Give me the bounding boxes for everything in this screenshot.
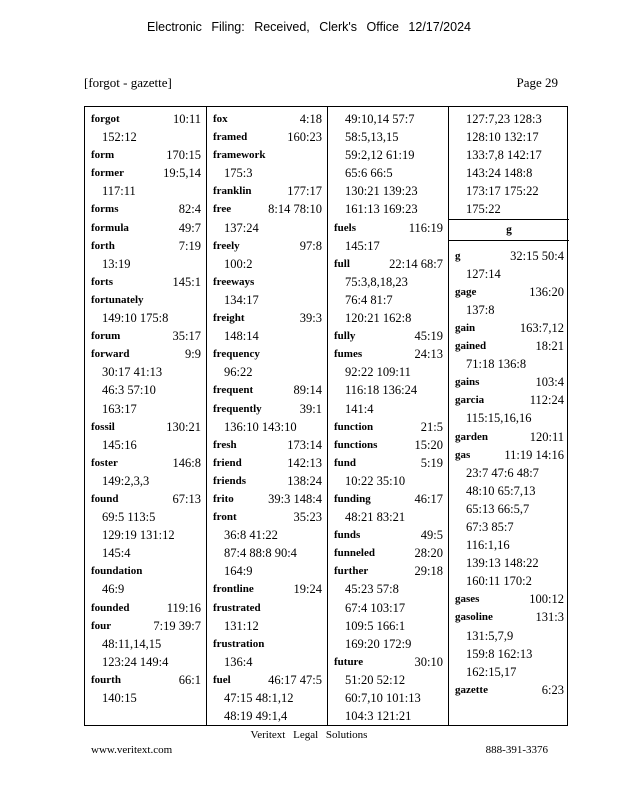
page-line-refs-continued: 48:19 49:1,4 (224, 709, 288, 724)
page-line-refs-continued: 30:17 41:13 (102, 365, 163, 380)
page-line-refs-continued: 47:15 48:1,12 (224, 691, 294, 705)
index-entry (455, 681, 564, 699)
page-line-refs: 4:18 (299, 112, 322, 126)
page-line-refs-continued: 137:24 (224, 220, 259, 235)
index-term: future (334, 655, 364, 668)
page-line-refs: 28:20 (414, 546, 443, 561)
page-line-refs: 145:1 (172, 274, 201, 289)
index-term: gazette (455, 683, 488, 696)
index-entry (455, 247, 564, 265)
index-term: form (91, 149, 115, 162)
index-term: franklin (213, 185, 252, 198)
index-entry (213, 400, 322, 418)
index-entry (334, 327, 443, 345)
page-line-refs: 112:24 (529, 393, 564, 408)
index-entry (213, 237, 322, 255)
page-line-refs-continued: 65:13 66:5,7 (466, 501, 530, 516)
index-entry (334, 418, 443, 436)
index-term: freight (213, 312, 245, 325)
section-letter-heading: g (449, 219, 569, 241)
index-term: framework (213, 149, 266, 162)
index-term: fumes (334, 348, 363, 361)
page-line-refs: 9:9 (185, 347, 201, 362)
index-entry (334, 454, 443, 472)
page-line-refs: 22:14 68:7 (389, 256, 443, 271)
index-entry (213, 599, 322, 617)
page-line-refs-continued: 140:15 (102, 691, 137, 705)
page-line-refs-continued: 96:22 (224, 365, 253, 380)
page-line-refs-continued: 46:3 57:10 (102, 383, 156, 398)
index-term: funneled (334, 547, 375, 560)
index-term: forth (91, 239, 115, 252)
index-term: fourth (91, 673, 121, 686)
index-term: forward (91, 348, 130, 361)
page-line-refs-continued: 131:5,7,9 (466, 628, 514, 643)
page-line-refs-continued: 145:16 (102, 437, 137, 452)
page-number: Page 29 (516, 75, 558, 90)
filing-banner: Electronic Filing: Received, Clerk's Office 12/17/2024 (147, 20, 471, 34)
page-line-refs: 32:15 50:4 (510, 248, 564, 263)
index-term: fresh (213, 438, 237, 451)
page-line-refs: 39:3 (299, 311, 322, 326)
index-entry (91, 490, 201, 508)
index-term: freely (213, 239, 240, 252)
index-entry (334, 219, 443, 237)
page-line-refs-continued: 46:9 (102, 582, 125, 597)
index-entry (213, 146, 322, 164)
page-line-refs-continued: 58:5,13,15 (345, 130, 399, 145)
page-line-refs: 138:24 (287, 473, 322, 488)
page-line-refs-continued: 87:4 88:8 90:4 (224, 546, 297, 561)
index-entry (334, 490, 443, 508)
page-line-refs: 120:11 (529, 429, 564, 444)
index-entry (213, 345, 322, 363)
index-term: funds (334, 529, 361, 542)
index-entry (91, 291, 201, 309)
page-line-refs: 177:17 (287, 184, 322, 199)
page-line-refs: 100:12 (529, 592, 564, 607)
page-line-refs-continued: 141:4 (345, 401, 374, 416)
index-entry (334, 255, 443, 273)
page-line-refs-continued: 133:7,8 142:17 (466, 148, 542, 163)
index-term: functions (334, 438, 378, 451)
page-line-refs: 19:24 (293, 582, 322, 597)
page-line-refs-continued: 71:18 136:8 (466, 357, 527, 372)
index-term: fuels (334, 221, 356, 234)
index-term: freeways (213, 275, 255, 288)
page-line-refs: 21:5 (420, 419, 443, 434)
index-term: forgot (91, 113, 120, 125)
page-line-refs-continued: 92:22 109:11 (345, 365, 411, 380)
index-term: fox (213, 113, 228, 125)
page-line-refs-continued: 45:23 57:8 (345, 582, 399, 597)
index-entry (455, 428, 564, 446)
page-line-refs: 19:5,14 (163, 166, 201, 181)
page-line-refs: 11:19 14:16 (504, 447, 564, 462)
footer-firm: Veritext Legal Solutions (250, 729, 368, 741)
page-line-refs-continued: 175:22 (466, 202, 501, 217)
page-line-refs-continued: 145:17 (345, 238, 380, 253)
index-entry (213, 436, 322, 454)
page-line-refs-continued: 149:10 175:8 (102, 311, 169, 326)
index-entry (334, 562, 443, 580)
page-line-refs: 49:5 (420, 528, 443, 543)
page-line-refs-continued: 36:8 41:22 (224, 528, 278, 543)
page-line-refs-continued: 104:3 121:21 (345, 709, 412, 724)
page-line-refs: 24:13 (414, 347, 443, 362)
index-entry (213, 182, 322, 200)
page-line-refs: 10:11 (172, 112, 201, 126)
page-line-refs-continued: 136:10 143:10 (224, 419, 297, 434)
index-entry (213, 508, 322, 526)
index-entry (213, 472, 322, 490)
index-term: further (334, 565, 369, 578)
index-entry (455, 608, 564, 626)
index-term: garcia (455, 394, 485, 407)
page-line-refs-continued: 160:11 170:2 (466, 574, 532, 589)
index-entry (213, 200, 322, 218)
index-entry (91, 454, 201, 472)
page-line-refs: 146:8 (172, 455, 201, 470)
index-term: found (91, 492, 119, 505)
index-entry (91, 562, 201, 580)
page-line-refs-continued: 123:24 149:4 (102, 654, 169, 669)
index-term: frito (213, 492, 234, 505)
index-term: forum (91, 330, 121, 343)
footer-website: www.veritext.com (91, 744, 173, 756)
page-line-refs-continued: 76:4 81:7 (345, 292, 393, 307)
page-line-refs: 39:3 148:4 (268, 491, 322, 506)
index-entry (213, 454, 322, 472)
page-line-refs-continued: 116:1,16 (466, 538, 510, 553)
page-line-refs: 45:19 (414, 329, 443, 344)
index-term: friend (213, 456, 242, 469)
index-entry (91, 671, 201, 689)
page-line-refs: 15:20 (414, 437, 443, 452)
page-line-refs-continued: 127:7,23 128:3 (466, 112, 542, 126)
page-line-refs-continued: 136:4 (224, 654, 253, 669)
page-line-refs: 136:20 (529, 284, 564, 299)
index-term: fuel (213, 673, 231, 686)
index-term: friends (213, 474, 246, 487)
page-line-refs: 116:19 (408, 220, 443, 235)
index-entry (213, 490, 322, 508)
page-line-refs-continued: 51:20 52:12 (345, 672, 406, 687)
page-line-refs: 7:19 39:7 (153, 618, 201, 633)
index-entry (334, 526, 443, 544)
index-term: founded (91, 601, 130, 614)
index-column-4 (448, 107, 569, 725)
index-entry (334, 653, 443, 671)
index-term: framed (213, 131, 248, 144)
page-line-refs-continued: 75:3,8,18,23 (345, 274, 408, 289)
index-entry (91, 200, 201, 218)
index-term: former (91, 167, 124, 180)
index-term: four (91, 619, 112, 632)
index-column-3 (327, 107, 448, 725)
index-term: free (213, 203, 232, 216)
index-term: forms (91, 203, 119, 216)
index-entry (91, 327, 201, 345)
index-entry (213, 381, 322, 399)
index-term: formula (91, 221, 129, 234)
page-line-refs: 163:7,12 (519, 320, 564, 335)
page-line-refs: 46:17 (414, 491, 443, 506)
index-term: frontline (213, 583, 254, 596)
index-term: gasoline (455, 611, 493, 624)
index-term: frequently (213, 402, 262, 415)
page-line-refs: 103:4 (535, 375, 564, 390)
index-term: fossil (91, 420, 115, 433)
index-term: foundation (91, 565, 143, 578)
page-line-refs-continued: 173:17 175:22 (466, 184, 539, 199)
page-line-refs-continued: 137:8 (466, 302, 495, 317)
page-line-refs-continued: 175:3 (224, 166, 253, 181)
index-term: gains (455, 376, 480, 389)
page-line-refs-continued: 139:13 148:22 (466, 556, 539, 571)
page-line-refs-continued: 67:3 85:7 (466, 519, 514, 534)
page-line-refs: 6:23 (541, 682, 564, 697)
index-entry (455, 319, 564, 337)
page-line-refs-continued: 145:4 (102, 546, 131, 561)
index-entry (213, 671, 322, 689)
index-entry (91, 273, 201, 291)
page-line-refs-continued: 109:5 166:1 (345, 618, 406, 633)
index-entry (334, 544, 443, 562)
index-entry (91, 617, 201, 635)
index-term: front (213, 511, 237, 524)
page-line-refs: 142:13 (287, 455, 322, 470)
index-term: gage (455, 285, 477, 298)
page-line-refs-continued: 162:15,17 (466, 664, 517, 679)
page-line-refs-continued: 115:15,16,16 (466, 411, 532, 426)
page-line-refs: 30:10 (414, 654, 443, 669)
page-line-refs-continued: 164:9 (224, 564, 253, 579)
index-term: fully (334, 330, 356, 343)
index-entry (455, 590, 564, 608)
page-line-refs: 173:14 (287, 437, 322, 452)
index-range: [forgot - gazette] (84, 75, 172, 90)
index-term: gases (455, 593, 480, 606)
index-entry (91, 110, 201, 128)
index-term: funding (334, 492, 371, 505)
page-line-refs-continued: 67:4 103:17 (345, 600, 406, 615)
page-line-refs-continued: 48:11,14,15 (102, 636, 162, 651)
index-entry (213, 110, 322, 128)
page-line-refs: 49:7 (178, 220, 201, 235)
index-entry (455, 391, 564, 409)
footer-phone: 888-391-3376 (485, 744, 548, 756)
index-entry (213, 635, 322, 653)
index-term: gained (455, 340, 487, 353)
index-entry (213, 273, 322, 291)
index-entry (455, 446, 564, 464)
index-entry (455, 337, 564, 355)
page-line-refs-continued: 59:2,12 61:19 (345, 148, 415, 163)
index-entry (334, 436, 443, 454)
page-line-refs: 97:8 (299, 238, 322, 253)
page-line-refs: 160:23 (287, 130, 322, 145)
page-line-refs-continued: 149:2,3,3 (102, 473, 150, 488)
index-term: frequent (213, 384, 254, 397)
page-line-refs-continued: 143:24 148:8 (466, 166, 533, 181)
page-line-refs-continued: 148:14 (224, 329, 259, 344)
page-line-refs-continued: 131:12 (224, 618, 259, 633)
index-entry (91, 418, 201, 436)
index-term: foster (91, 456, 118, 469)
page-line-refs: 5:19 (420, 455, 443, 470)
page-line-refs-continued: 134:17 (224, 292, 259, 307)
page-line-refs: 131:3 (535, 610, 564, 625)
page-line-refs-continued: 69:5 113:5 (102, 510, 156, 525)
page-line-refs-continued: 60:7,10 101:13 (345, 691, 421, 705)
index-term: frustrated (213, 601, 261, 614)
page-line-refs: 130:21 (166, 419, 201, 434)
page-line-refs-continued: 163:17 (102, 401, 137, 416)
index-term: forts (91, 275, 113, 288)
index-entry (455, 283, 564, 301)
page-line-refs-continued: 129:19 131:12 (102, 528, 175, 543)
page-line-refs: 67:13 (172, 491, 201, 506)
page-line-refs-continued: 49:10,14 57:7 (345, 112, 415, 126)
page-line-refs-continued: 161:13 169:23 (345, 202, 418, 217)
page-line-refs-continued: 120:21 162:8 (345, 311, 412, 326)
page-line-refs: 66:1 (178, 672, 201, 687)
index-term: fortunately (91, 293, 144, 306)
index-column-2 (206, 107, 327, 725)
page-line-refs: 7:19 (178, 238, 201, 253)
index-term: garden (455, 430, 488, 443)
page-line-refs: 89:14 (293, 383, 322, 398)
index-entry (91, 599, 201, 617)
index-term: fund (334, 456, 357, 469)
index-column-1 (85, 107, 206, 725)
index-term: frequency (213, 348, 260, 361)
page-line-refs-continued: 48:10 65:7,13 (466, 483, 536, 498)
index-entry (91, 345, 201, 363)
index-entry (334, 345, 443, 363)
index-term: gas (455, 448, 471, 461)
index-entry (213, 580, 322, 598)
index-term: gain (455, 321, 476, 334)
index-term: function (334, 420, 374, 433)
page-line-refs-continued: 13:19 (102, 256, 131, 271)
index-grid (84, 106, 568, 726)
index-entry (91, 164, 201, 182)
page-line-refs-continued: 116:18 136:24 (345, 383, 418, 398)
page-line-refs-continued: 130:21 139:23 (345, 184, 418, 199)
page-line-refs: 82:4 (178, 202, 201, 217)
page-line-refs-continued: 152:12 (102, 130, 137, 145)
page-line-refs: 29:18 (414, 564, 443, 579)
page-line-refs: 46:17 47:5 (268, 672, 322, 687)
page-line-refs: 8:14 78:10 (268, 202, 322, 217)
page-line-refs-continued: 159:8 162:13 (466, 646, 533, 661)
page-line-refs-continued: 117:11 (102, 184, 136, 199)
index-entry (213, 128, 322, 146)
page-line-refs-continued: 100:2 (224, 256, 253, 271)
page-line-refs: 170:15 (166, 148, 201, 163)
page-line-refs-continued: 169:20 172:9 (345, 636, 412, 651)
index-entry (455, 373, 564, 391)
page-line-refs-continued: 48:21 83:21 (345, 510, 406, 525)
page-line-refs-continued: 10:22 35:10 (345, 473, 406, 488)
page-line-refs-continued: 23:7 47:6 48:7 (466, 465, 539, 480)
index-entry (91, 146, 201, 164)
page-line-refs: 18:21 (535, 339, 564, 354)
index-entry (213, 309, 322, 327)
index-term: frustration (213, 637, 265, 650)
page-line-refs: 119:16 (166, 600, 201, 615)
index-term: full (334, 257, 350, 270)
index-entry (91, 219, 201, 237)
page-line-refs: 39:1 (299, 401, 322, 416)
index-entry (91, 237, 201, 255)
page-line-refs: 35:17 (172, 329, 201, 344)
page-line-refs-continued: 65:6 66:5 (345, 166, 393, 181)
page-line-refs-continued: 128:10 132:17 (466, 130, 539, 145)
page-line-refs-continued: 127:14 (466, 266, 501, 281)
index-term: g (455, 249, 461, 262)
page-line-refs: 35:23 (293, 510, 322, 525)
